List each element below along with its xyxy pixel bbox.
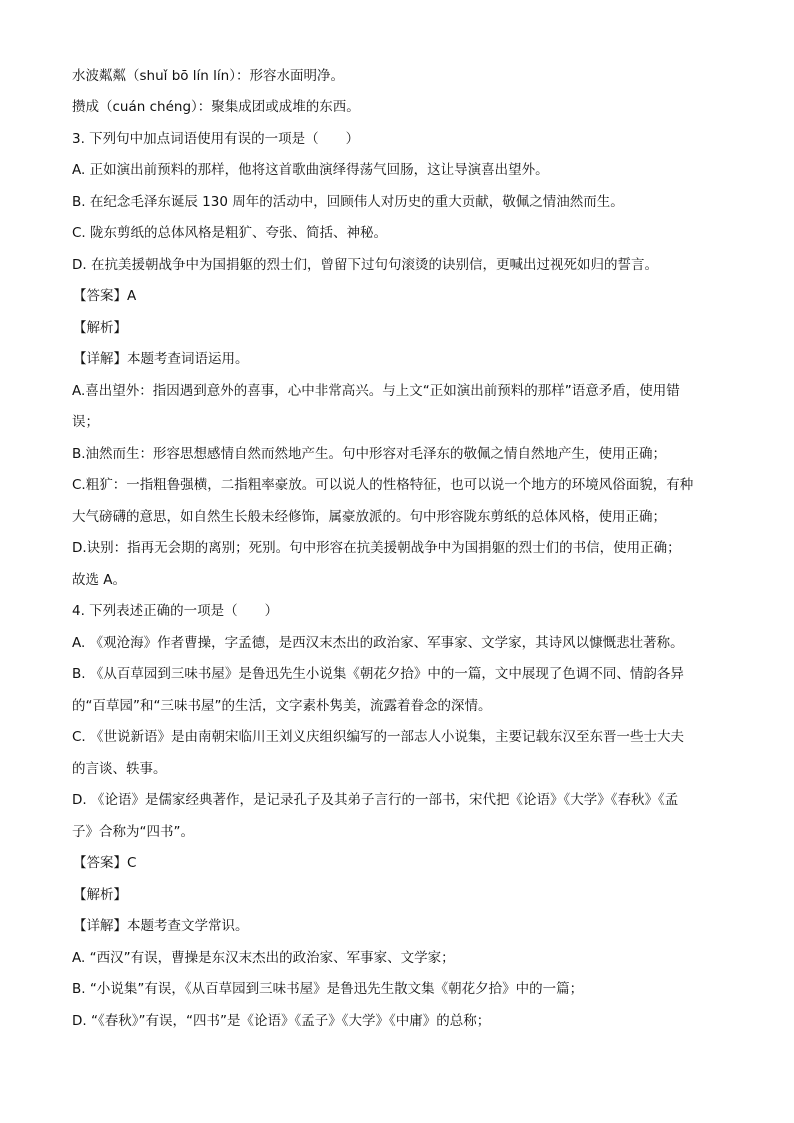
option-a: A. 正如演出前预料的那样，他将这首歌曲演绎得荡气回肠，这让导演喜出望外。 [72,162,549,178]
option-d: D. 《论语》是儒家经典著作，是记录孔子及其弟子言行的一部书，宋代把《论语》《大学》《春秋》《孟 [72,792,679,808]
text-line: A. “西汉”有误，曹操是东汉末杰出的政治家、军事家、文学家； [72,950,455,966]
option-d: D. 在抗美援朝战争中为国捐躯的烈士们，曾留下过句句滚烫的诀别信，更喊出过视死如归的誓言。 [72,257,658,273]
text-line: D. “《春秋》”有误，“四书”是《论语》《孟子》《大学》《中庸》的总称； [72,1013,491,1029]
answer-label: 【答案】C [73,855,137,871]
option-b: B. 《从百草园到三味书屋》是鲁迅先生小说集《朝花夕拾》中的一篇，文中展现了色调不同、情韵各异 [72,666,684,682]
text-line: 的言谈、轶事。 [72,761,167,777]
detail-label: 【详解】本题考查文学常识。 [73,918,249,934]
question-stem: 3. 下列句中加点词语使用有误的一项是（ ） [72,131,360,147]
text-line: 的“百草园”和“三味书屋”的生活，文字素朴隽美，流露着眷念的深情。 [72,698,492,714]
question-stem: 4. 下列表述正确的一项是（ ） [72,603,279,619]
text-line: 误； [72,414,99,430]
option-a: A. 《观沧海》作者曹操，字孟德，是西汉末杰出的政治家、军事家、文学家，其诗风以慷慨悲壮著称。 [72,635,684,651]
analysis-label: 【解析】 [73,887,127,903]
text-line: C.粗犷：一指粗鲁强横，二指粗率豪放。可以说人的性格特征，也可以说一个地方的环境风俗面貌，有种 [72,477,694,493]
text-line: 故选 A。 [72,572,127,588]
analysis-label: 【解析】 [73,320,127,336]
option-b: B. 在纪念毛泽东诞辰 130 周年的活动中，回顾伟人对历史的重大贡献，敬佩之情油然而生。 [72,194,624,210]
text-line: 攒成（cuán chéng）：聚集成团或成堆的东西。 [72,99,360,115]
text-line: B.油然而生：形容思想感情自然而然地产生。句中形容对毛泽东的敬佩之情自然地产生，使用正确； [72,446,667,462]
option-c: C. 陇东剪纸的总体风格是粗犷、夸张、简括、神秘。 [72,225,388,241]
text-line: A.喜出望外：指因遇到意外的喜事，心中非常高兴。与上文“正如演出前预料的那样”语意矛盾，使用错 [72,383,680,399]
text-line: B. “小说集”有误，《从百草园到三味书屋》是鲁迅先生散文集《朝花夕拾》中的一篇； [72,981,584,997]
text-line: 子》合称为“四书”。 [72,824,194,840]
option-c: C. 《世说新语》是由南朝宋临川王刘义庆组织编写的一部志人小说集，主要记载东汉至东晋一些士大夫 [72,729,685,745]
text-line: 大气磅礴的意思，如自然生长般未经修饰，属豪放派的。句中形容陇东剪纸的总体风格，使用正确； [72,509,666,525]
text-line: D.诀别：指再无会期的离别；死别。句中形容在抗美援朝战争中为国捐躯的烈士们的书信，使用正确； [72,540,681,556]
answer-label: 【答案】A [73,288,137,304]
detail-label: 【详解】本题考查词语运用。 [73,351,249,367]
text-line: 水波粼粼（shuǐ bō lín lín）：形容水面明净。 [72,68,344,84]
